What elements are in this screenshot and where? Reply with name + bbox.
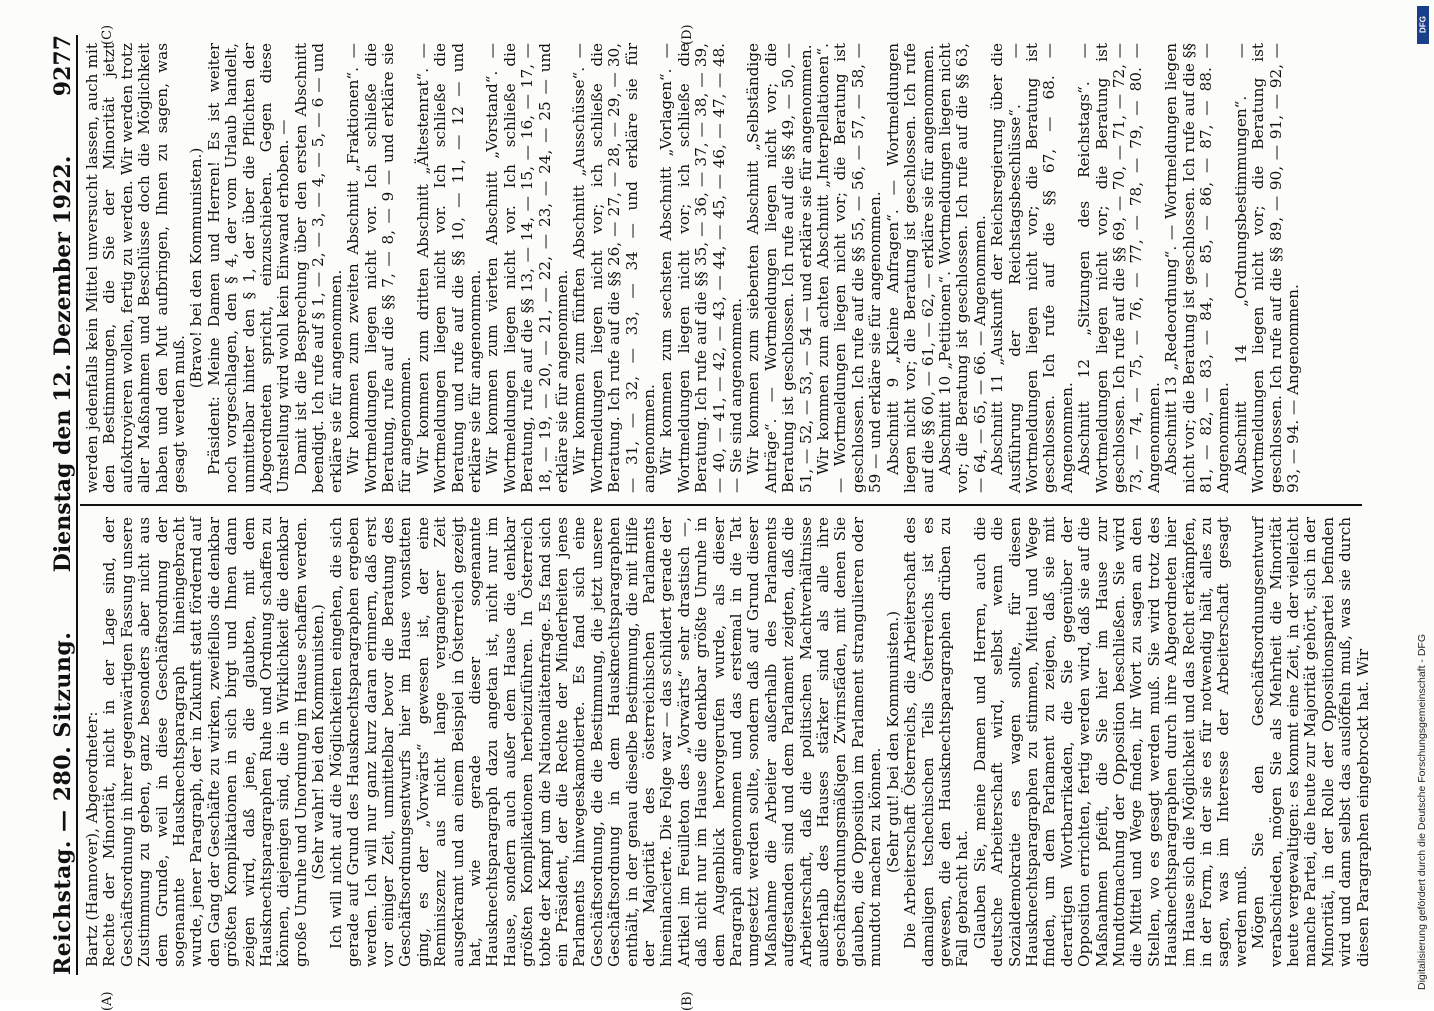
paragraph: Glauben Sie, meine Damen und Herren, auch die deutsche Arbeiterschaft wird, selbst wenn die Sozialdemokratie es wagen sollte, für diesen Hausknechtsparagraphen zu stimmen, Mittel und Wege finden, um dem Parlament zu zeigen, daß sie mit derartigen Wortbarrikaden, die Sie gegenüber der Opposition errichten, fertig werden wird, daß sie auf die Maßnahmen pfeift, die Sie hier im Hause zur Mundtotmachung der Opposition beschließen. Sie wird die Mittel und Wege finden, ihr Wort zu sagen an den Stellen, wo es gesagt werden muß. Sie wird trotz des Hausknechtsparagraphen durch ihre Abgeordneten hier im Hause sich die Möglichkeit und das Recht erkämpfen, in der Form, in der sie es für notwendig hält, alles zu sagen, was im Interesse der Arbeiterschaft gesagt werden muß.	[970, 517, 1250, 967]
margin-marker-b: (B)	[680, 991, 695, 1011]
paragraph: Abschnitt 12 „Sitzungen des Reichstags“. — Wortmeldungen liegen nicht vor; die Beratung ist geschlossen. Ich rufe auf die §§ 69, — 70, — 71, — 72, — 73, — 74, — 75, — 76, — 77, — 78, — 79, — 80. — Angenommen.	[1075, 43, 1163, 493]
paragraph: Mögen Sie den Geschäftsordnungsentwurf verabschieden, mögen Sie als Mehrheit die Minorität heute vergewaltigen: es kommt eine Zeit, in der vielleicht manche Partei, die heute zur Majorität gehört, sich in der Minorität, in der Rolle der Oppositionspartei befinden wird und dann selbst das auslöffeln muß, was sie durch diesen Paragraphen eingebrockt hat. Wir	[1249, 517, 1372, 967]
page-number: 9277	[50, 35, 76, 97]
paragraph: Die Arbeiterschaft Österreichs, die Arbeiterschaft des damaligen tschechischen Teils Österreichs ist es gewesen, die den Hausknechtsparagraphen drüben zu Fall gebracht hat.	[901, 517, 972, 967]
paragraph: Wir kommen zum fünften Abschnitt „Ausschüsse“. — Wortmeldungen liegen nicht vor; ich schließe die Beratung. Ich rufe auf die §§ 26, — 27, — 28, — 29, — 30, — 31, — 32, — 33, — 34 — und erkläre sie für angenommen.	[570, 43, 658, 493]
dfg-logo-text: DFG	[1418, 16, 1428, 33]
paragraph: Abschnitt 10 „Petitionen“. Wortmeldungen liegen nicht vor; die Beratung ist geschlossen. Ich rufe auf die §§ 63, — 64, — 65, — 66. — Angenommen.	[935, 43, 989, 493]
interjection: (Sehr gut! bei den Kommunisten.)	[883, 610, 902, 874]
paragraph: Wir kommen zum sechsten Abschnitt „Vorlagen“. — Wortmeldungen liegen nicht vor; ich schließe die Beratung. Ich rufe auf die §§ 35, — 36, — 37, — 38, — 39, — 40, — 41, — 42, — 43, — 44, — 45, — 46, — 47, — 48. — Sie sind angenommen.	[657, 43, 746, 493]
margin-marker-d: (D)	[680, 24, 695, 45]
paragraph: Ich will nicht auf die Möglichkeiten eingehen, die sich gerade auf Grund des Hausknechtsparagraphen ergeben werden. Ich will nur ganz kurz daran erinnern, daß erst vor einiger Zeit, unmittelbar bevor die Beratung des Geschäftsordnungsentwurfs hier im Hause vonstatten ging, es der „Vorwärts“ gewesen ist, der eine Reminiszenz aus nicht lange vergangener Zeit ausgekramt und an einem Beispiel in Österreich gezeigt hat, wie gerade dieser sogenannte Hausknechtsparagraph dazu angetan ist, nicht nur im Hause, sondern auch außer dem Hause die denkbar größten Komplikationen herbeizuführen. In Österreich tobte der Kampf um die Nationalitätenfrage. Es fand sich ein Präsident, der die Rechte der Minderheiten jenes Parlaments hinwegeskamotierte. Es fand sich eine Geschäftsordnung, die die Bestimmung, die jetzt unsere Geschäftsordnung in dem Hausknechtsparagraphen enthält, in der genau dieselbe Bestimmung, die mit Hilfe der Majorität des österreichischen Parlaments hineinlancierte. Die Folge war — das schildert gerade der Artikel im Feuilleton des „Vorwärts“ sehr drastisch —, daß nicht nur im Hause die denkbar größte Unruhe in dem Augenblick hervorgerufen wurde, als dieser Paragraph angenommen und das erstemal in die Tat umgesetzt werden sollte, sondern daß auf Grund dieser Maßnahme die Arbeiter außerhalb des Parlaments aufgestanden sind und dem Parlament zeigten, daß die Arbeiterschaft, daß die politischen Machtverhältnisse außerhalb des Hauses stärker sind als alle ihre geschäftsordnungsmäßigen Zwirnsfäden, mit denen Sie glauben, die Opposition im Parlament strangulieren oder mundtot machen zu können.	[326, 517, 885, 967]
paragraph: Abschnitt 11 „Auskunft der Reichsregierung über die Ausführung der Reichstagsbeschlüsse“. — Wortmeldungen liegen nicht vor; die Beratung ist geschlossen. Ich rufe auf die §§ 67, — 68. — Angenommen.	[988, 43, 1076, 493]
speaker-name: Bartz (Hannover), Abgeordneter:	[83, 711, 101, 967]
left-column	[83, 517, 1372, 967]
rotated-document-page	[40, 24, 1372, 1011]
interjection: (Sehr wahr! bei den Kommunisten.)	[309, 604, 328, 880]
paragraph: Abschnitt 13 „Redeordnung“. — Wortmeldungen liegen nicht vor; die Beratung ist geschlossen. Ich rufe auf die §§ 81, — 82, — 83, — 84, — 85, — 86, — 87, — 88. — Angenommen.	[1162, 43, 1233, 493]
margin-marker-c: (C)	[100, 24, 115, 45]
paragraph: Wir kommen zum zweiten Abschnitt „Fraktionen“. — Wortmeldungen liegen nicht vor. Ich schließe die Beratung, rufe auf die §§ 7, — 8, — 9 — und erkläre sie für angenommen.	[344, 43, 415, 493]
digitization-credit	[1415, 10, 1429, 990]
credit-text: Digitalisierung gefördert durch die Deutsche Forschungsgemeinschaft - DFG	[1416, 633, 1428, 990]
paragraph: Wir kommen zum achten Abschnitt „Interpellationen“. — Wortmeldungen liegen nicht vor; die Beratung ist geschlossen. Ich rufe auf die §§ 55, — 56, — 57, — 58, — 59 — und erkläre sie für angenommen.	[814, 43, 885, 493]
paragraph: werden jedenfalls kein Mittel unversucht lassen, auch mit den Bestimmungen, die Sie der Minorität jetzt aufoktroyieren wollen, fertig zu werden. Wir werden trotz aller Maßnahmen und Beschlüsse doch die Möglichkeit haben und den Mut aufbringen, Ihnen zu sagen, was gesagt werden muß.	[83, 43, 189, 493]
header-left: Reichstag. — 280. Sitzung.	[50, 631, 76, 975]
paragraph: Wir kommen zum dritten Abschnitt „Ältestenrat“. — Wortmeldungen liegen nicht vor. Ich schließe die Beratung und rufe auf die §§ 10, — 11, — 12 — und erkläre sie für angenommen.	[413, 43, 484, 493]
right-column	[84, 43, 1364, 493]
paragraph: Damit ist die Besprechung über den ersten Abschnitt beendigt. Ich rufe auf § 1, — 2, — 3, — 4, — 5, — 6 — und erkläre sie für angenommen.	[291, 43, 345, 493]
header-date: Dienstag den 12. Dezember 1922.	[50, 155, 76, 573]
paragraph: Rechte der Minorität, nicht in der Lage sind, der Geschäftsordnung in ihrer gegenwärtigen Fassung unsere Zustimmung zu geben, ganz besonders aber nicht aus dem Grunde, weil in diese Geschäftsordnung der sogenannte Hausknechtsparagraph hineingebracht wurde, jener Paragraph, der in Zukunft statt fördernd auf den Gang der Geschäfte zu wirken, zweifellos die denkbar größten Komplikationen in sich birgt und Ihnen dann zeigen wird, daß jene, die glaubten, mit dem Hausknechtsparagraphen Ruhe und Ordnung schaffen zu können, diejenigen sind, die in Wirklichkeit die denkbar große Unruhe und Unordnung im Hause schaffen werden.	[100, 517, 310, 967]
paragraph: Präsident: Meine Damen und Herren! Es ist weiter noch vorgeschlagen, den § 4, der vom Urlaub handelt, unmittelbar hinter den § 1, der über die Pflichten der Abgeordneten spricht, einzuschieben. Gegen diese Umstellung wird wohl kein Einwand erhoben. —	[204, 43, 293, 493]
paragraph: Abschnitt 14 „Ordnungsbestimmungen“. — Wortmeldungen liegen nicht vor; die Beratung ist geschlossen. Ich rufe auf die §§ 89, — 90, — 91, — 92, — 93, — 94. — Angenommen.	[1231, 43, 1303, 493]
paragraph: Wir kommen zum vierten Abschnitt „Vorstand“. — Wortmeldungen liegen nicht vor. Ich schließe die Beratung, rufe auf die §§ 13, — 14, — 15, — 16, — 17, — 18, — 19, — 20, — 21, — 22, — 23, — 24, — 25 — und erkläre sie für angenommen.	[483, 43, 571, 493]
margin-marker-a: (A)	[100, 991, 115, 1011]
column-rule	[80, 504, 1362, 506]
paragraph: Abschnitt 9 „Kleine Anfragen“. — Wortmeldungen liegen nicht vor; die Beratung ist geschlossen. Ich rufe auf die §§ 60, — 61, — 62, — erkläre sie für angenommen.	[883, 43, 937, 493]
interjection: (Bravo! bei den Kommunisten.)	[187, 147, 206, 389]
running-header	[40, 35, 78, 975]
paragraph: Wir kommen zum siebenten Abschnitt „Selbständige Anträge“. — Wortmeldungen liegen nicht vor; die Beratung ist geschlossen. Ich rufe auf die §§ 49, — 50, — 51, — 52, — 53, — 54 — und erkläre sie für angenommen.	[744, 43, 815, 493]
